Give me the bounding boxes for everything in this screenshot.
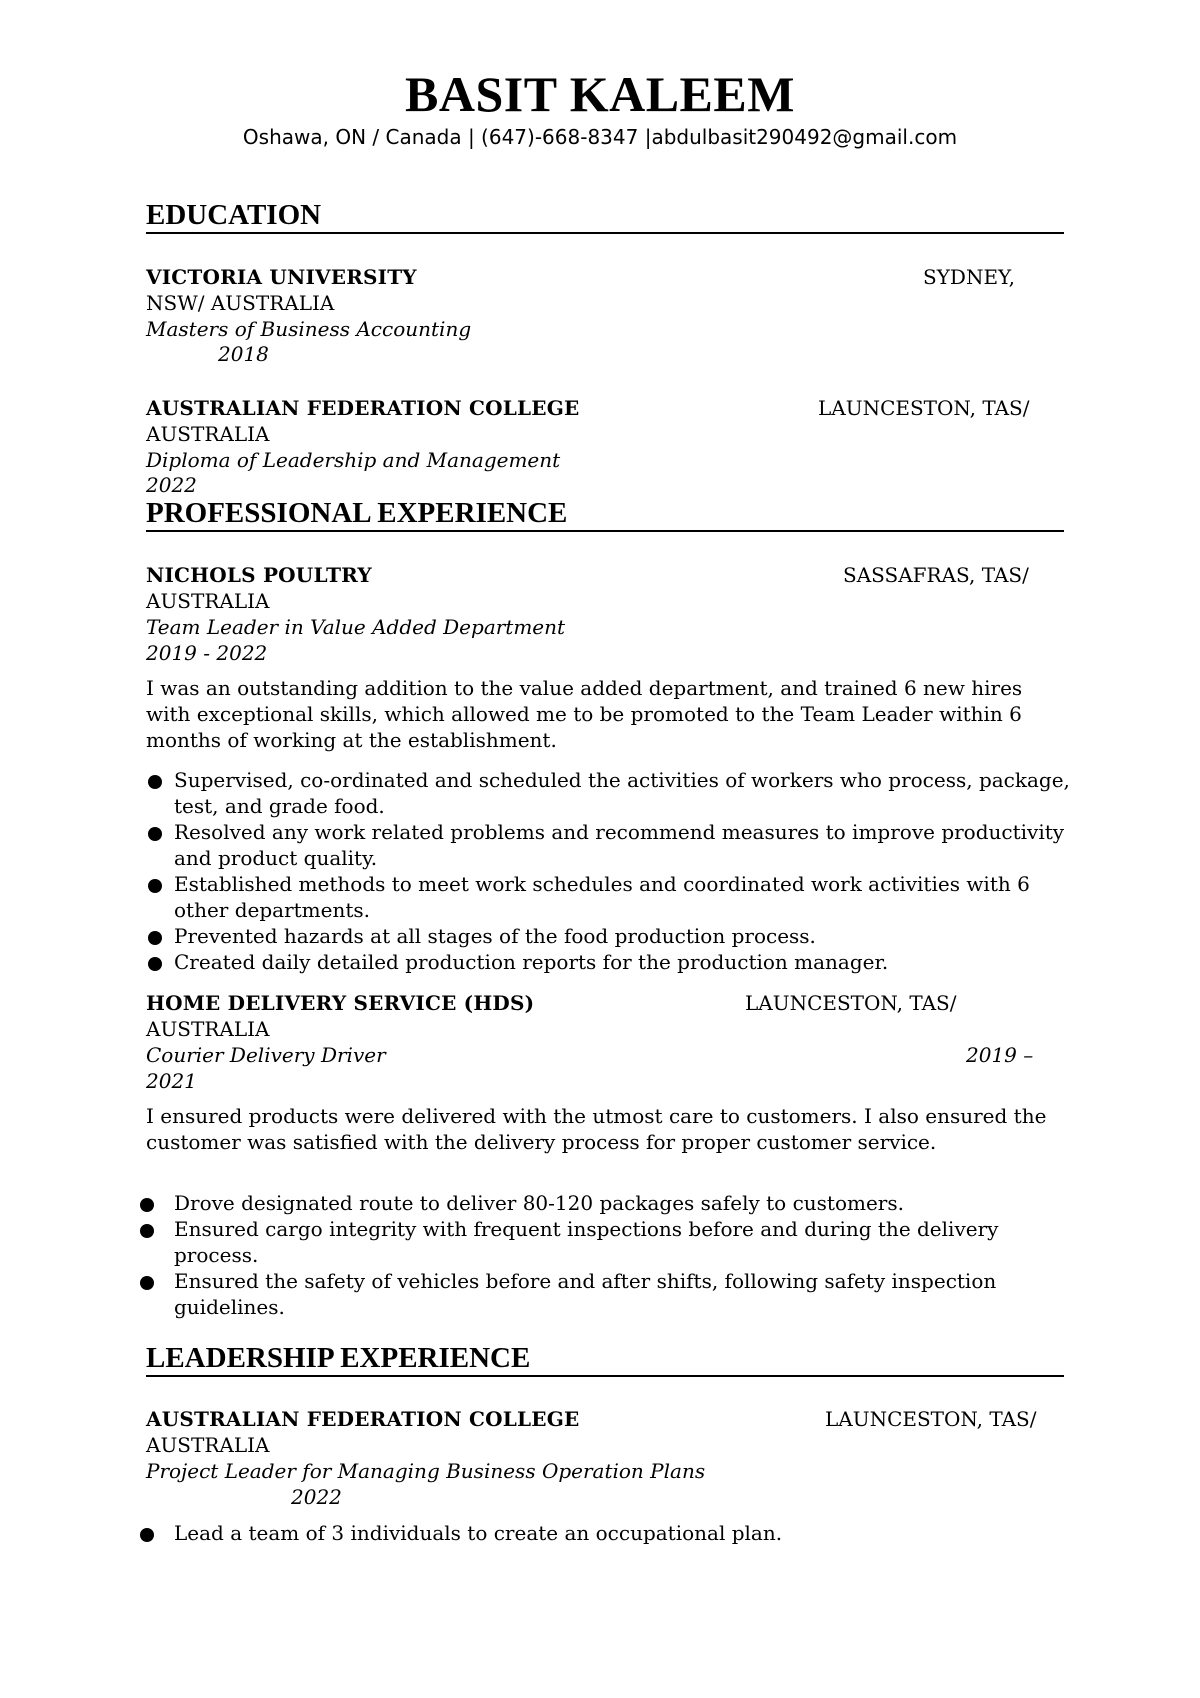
- list-item: Lead a team of 3 individuals to create an occupational plan.: [140, 1520, 1070, 1546]
- job-location: LAUNCESTON, TAS/: [745, 991, 957, 1015]
- leadership-location: LAUNCESTON, TAS/: [825, 1407, 1037, 1431]
- candidate-name: BASIT KALEEM: [405, 66, 795, 122]
- job-dates: 2019 - 2022: [146, 641, 268, 665]
- list-item: Prevented hazards at all stages of the food production process.: [146, 923, 1076, 949]
- list-item: Created daily detailed production reports for the production manager.: [146, 949, 1076, 975]
- job-bullet-list: [140, 1190, 1070, 1320]
- education-year: 2022: [146, 473, 197, 497]
- list-item: Supervised, co-ordinated and scheduled the activities of workers who process, package, test, and grade food.: [146, 767, 1076, 819]
- education-degree: Diploma of Leadership and Management: [146, 448, 561, 472]
- job-title: Team Leader in Value Added Department: [146, 615, 566, 639]
- education-location-cont: AUSTRALIA: [146, 422, 270, 446]
- job-dates: 2019 –: [966, 1043, 1034, 1067]
- job-org: NICHOLS POULTRY: [146, 563, 372, 587]
- bullet-icon: [148, 931, 162, 945]
- list-item: Ensured cargo integrity with frequent inspections before and during the delivery process.: [140, 1216, 1070, 1268]
- bullet-icon: [148, 957, 162, 971]
- education-org: VICTORIA UNIVERSITY: [146, 265, 417, 289]
- job-title: Courier Delivery Driver: [146, 1043, 386, 1067]
- job-summary: I ensured products were delivered with the utmost care to customers. I also ensured the customer was satisfied with the delivery process for proper customer service.: [146, 1104, 1047, 1154]
- education-year: 2018: [218, 342, 269, 366]
- leadership-location-cont: AUSTRALIA: [146, 1433, 270, 1457]
- bullet-icon: [140, 1276, 154, 1290]
- job-location-cont: AUSTRALIA: [146, 1017, 270, 1041]
- education-degree: Masters of Business Accounting: [146, 317, 472, 341]
- list-item: Established methods to meet work schedules and coordinated work activities with 6 other departments.: [146, 871, 1076, 923]
- job-location: SASSAFRAS, TAS/: [843, 563, 1029, 587]
- bullet-icon: [140, 1528, 154, 1542]
- education-location-cont: NSW/ AUSTRALIA: [146, 291, 335, 315]
- list-item: Drove designated route to deliver 80-120 packages safely to customers.: [140, 1190, 1070, 1216]
- bullet-icon: [148, 827, 162, 841]
- bullet-icon: [140, 1224, 154, 1238]
- leadership-bullet-list: [140, 1520, 1070, 1546]
- experience-heading: PROFESSIONAL EXPERIENCE: [146, 496, 1064, 532]
- bullet-icon: [148, 775, 162, 789]
- job-dates-cont: 2021: [146, 1069, 197, 1093]
- bullet-icon: [140, 1198, 154, 1212]
- job-org: HOME DELIVERY SERVICE (HDS): [146, 991, 535, 1015]
- education-heading: EDUCATION: [146, 198, 1064, 234]
- leadership-year: 2022: [291, 1485, 342, 1509]
- leadership-org: AUSTRALIAN FEDERATION COLLEGE: [146, 1407, 580, 1431]
- list-item: Resolved any work related problems and recommend measures to improve productivity and product quality.: [146, 819, 1076, 871]
- leadership-heading: LEADERSHIP EXPERIENCE: [146, 1341, 1064, 1377]
- job-bullet-list: [146, 767, 1076, 975]
- bullet-icon: [148, 879, 162, 893]
- education-org: AUSTRALIAN FEDERATION COLLEGE: [146, 396, 580, 420]
- job-location-cont: AUSTRALIA: [146, 589, 270, 613]
- education-location: LAUNCESTON, TAS/: [818, 396, 1030, 420]
- education-location: SYDNEY,: [923, 265, 1016, 289]
- job-summary: I was an outstanding addition to the value added department, and trained 6 new hires with exceptional skills, which allowed me to be promoted to the Team Leader within 6 months of working at the establishment.: [146, 676, 1023, 752]
- contact-line: Oshawa, ON / Canada | (647)-668-8347 |abdulbasit290492@gmail.com: [242, 125, 958, 149]
- leadership-title: Project Leader for Managing Business Operation Plans: [146, 1459, 706, 1483]
- list-item: Ensured the safety of vehicles before and after shifts, following safety inspection guidelines.: [140, 1268, 1070, 1320]
